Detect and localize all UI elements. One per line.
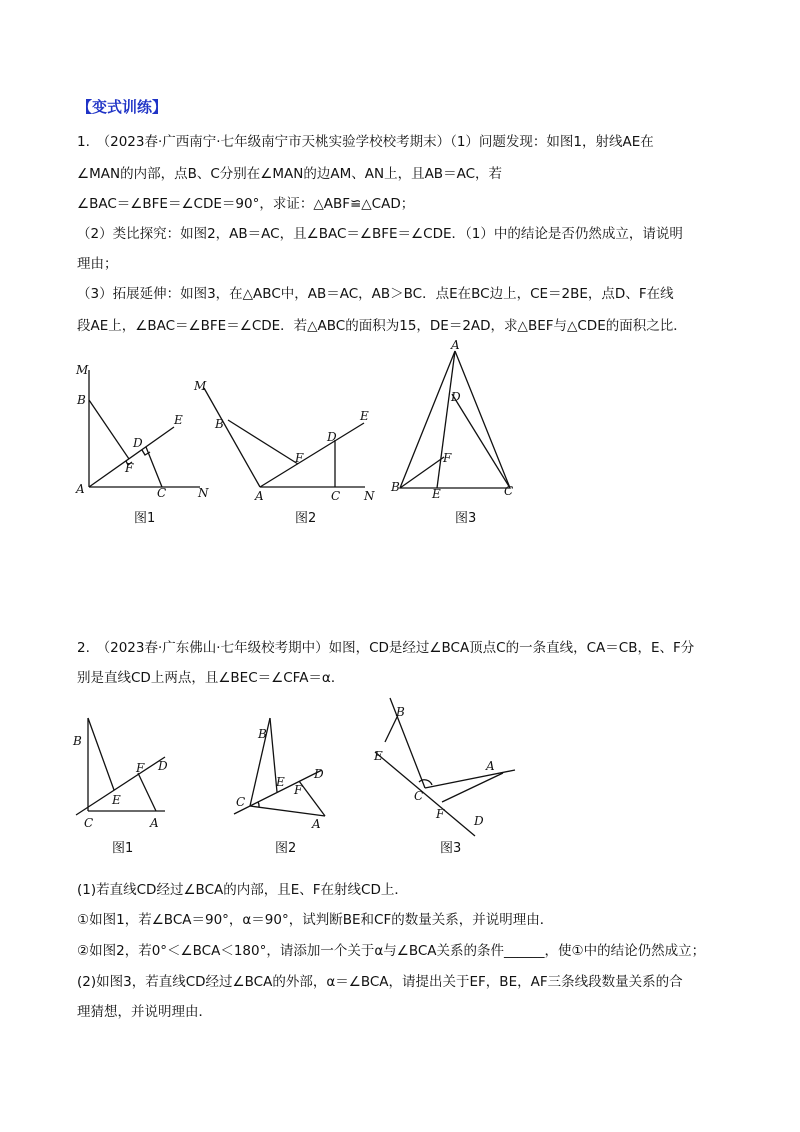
- label-f: F: [443, 451, 452, 465]
- label-n: N: [364, 489, 375, 503]
- label-b: B: [396, 705, 405, 719]
- label-f: F: [436, 807, 445, 821]
- segment-dc: [452, 394, 510, 488]
- segment-bf: [89, 400, 129, 459]
- problem1-line5: 理由；: [77, 256, 118, 272]
- label-e: E: [374, 749, 383, 763]
- label-d: D: [327, 430, 337, 444]
- ray-am: [204, 388, 260, 487]
- label-c: C: [414, 789, 424, 803]
- label-b: B: [77, 393, 86, 407]
- p1-figure-2: [190, 360, 380, 530]
- caption-fig3: 图3: [440, 841, 462, 856]
- label-c: C: [84, 816, 94, 830]
- problem2-q1b: ②如图2，若0°＜∠BCA＜180°，请添加一个关于α与∠BCA关系的条件______，使①中的结论仍然成立；: [77, 943, 706, 959]
- caption-fig2: 图2: [295, 511, 317, 526]
- label-b: B: [391, 480, 400, 494]
- label-a: A: [486, 759, 495, 773]
- problem1-line2: ∠MAN的内部，点B、C分别在∠MAN的边AM、AN上，且AB＝AC，若: [77, 166, 502, 182]
- label-m: M: [76, 363, 89, 377]
- p2-figure-1: [70, 710, 190, 860]
- label-b: B: [73, 734, 82, 748]
- problem1-line7: 段AE上，∠BAC＝∠BFE＝∠CDE．若△ABC的面积为15，DE＝2AD，求△BEF与△CDE的面积之比．: [77, 318, 687, 334]
- label-e: E: [276, 775, 285, 789]
- problem1-line4: （2）类比探究：如图2，AB＝AC，且∠BAC＝∠BFE＝∠CDE．（1）中的结论是否仍然成立，请说明: [77, 226, 683, 242]
- label-n: N: [198, 486, 209, 500]
- label-c: C: [236, 795, 246, 809]
- label-a: A: [76, 482, 85, 496]
- label-b: B: [215, 417, 224, 431]
- section-heading: 【变式训练】: [77, 98, 168, 116]
- label-m: M: [194, 379, 207, 393]
- caption-fig1: 图1: [134, 511, 156, 526]
- label-e: E: [174, 413, 183, 427]
- problem2-line2: 别是直线CD上两点，且∠BEC＝∠CFA＝α．: [77, 670, 345, 686]
- problem2-q2b: 理猜想，并说明理由．: [77, 1004, 212, 1020]
- problem2-q2: (2)如图3，若直线CD经过∠BCA的外部，α＝∠BCA，请提出关于EF，BE，AF三条线段数量关系的合: [77, 974, 683, 990]
- p2-figure-2: [230, 710, 350, 860]
- caption-fig1: 图1: [112, 841, 134, 856]
- segment-fa: [299, 781, 325, 816]
- triangle-abc: [400, 351, 510, 488]
- label-f: F: [136, 761, 145, 775]
- p1-figure-3: [385, 340, 525, 530]
- label-f: F: [125, 461, 134, 475]
- problem1-line6: （3）拓展延伸：如图3，在△ABC中，AB＝AC，AB＞BC．点E在BC边上，CE＝2BE，点D、F在线: [77, 286, 674, 302]
- segment-ae: [437, 351, 455, 488]
- label-c: C: [331, 489, 341, 503]
- label-d: D: [451, 390, 461, 404]
- ray-ae: [260, 423, 364, 487]
- label-d: D: [314, 767, 324, 781]
- label-b: B: [258, 727, 267, 741]
- problem1-line3: ∠BAC＝∠BFE＝∠CDE＝90°，求证：△ABF≌△CAD；: [77, 196, 415, 212]
- segment-be: [88, 718, 114, 790]
- label-d: D: [133, 436, 143, 450]
- problem2-q1a: ①如图1，若∠BCA＝90°，α＝90°，试判断BE和CF的数量关系，并说明理由．: [77, 912, 554, 928]
- label-f: F: [295, 451, 304, 465]
- segment-ca: [425, 770, 515, 788]
- segment-bf: [228, 420, 298, 464]
- label-d: D: [474, 814, 484, 828]
- ray-ae: [89, 427, 174, 487]
- label-e: E: [360, 409, 369, 423]
- p2-figure-3: [370, 690, 530, 860]
- label-d: D: [158, 759, 168, 773]
- label-c: C: [504, 484, 514, 498]
- caption-fig2: 图2: [275, 841, 297, 856]
- angle-arc-c: [258, 802, 259, 807]
- label-e: E: [112, 793, 121, 807]
- label-e: E: [432, 487, 441, 501]
- label-a: A: [312, 817, 321, 831]
- caption-fig3: 图3: [455, 511, 477, 526]
- segment-fa: [138, 773, 156, 811]
- label-f: F: [294, 783, 303, 797]
- problem2-q1: (1)若直线CD经过∠BCA的内部，且E、F在射线CD上．: [77, 882, 408, 898]
- angle-arc-c: [419, 780, 432, 785]
- problem1-line1: 1. （2023春·广西南宁·七年级南宁市天桃实验学校校考期末）（1）问题发现：如图1，射线AE在: [77, 134, 654, 150]
- label-a: A: [150, 816, 159, 830]
- label-a: A: [451, 338, 460, 352]
- label-a: A: [255, 489, 264, 503]
- label-c: C: [157, 486, 167, 500]
- problem2-line1: 2. （2023春·广东佛山·七年级校考期中）如图，CD是经过∠BCA顶点C的一条直线，CA＝CB，E、F分: [77, 640, 695, 656]
- segment-ca: [250, 806, 325, 816]
- segment-fa: [442, 773, 503, 802]
- segment-eb: [385, 715, 398, 742]
